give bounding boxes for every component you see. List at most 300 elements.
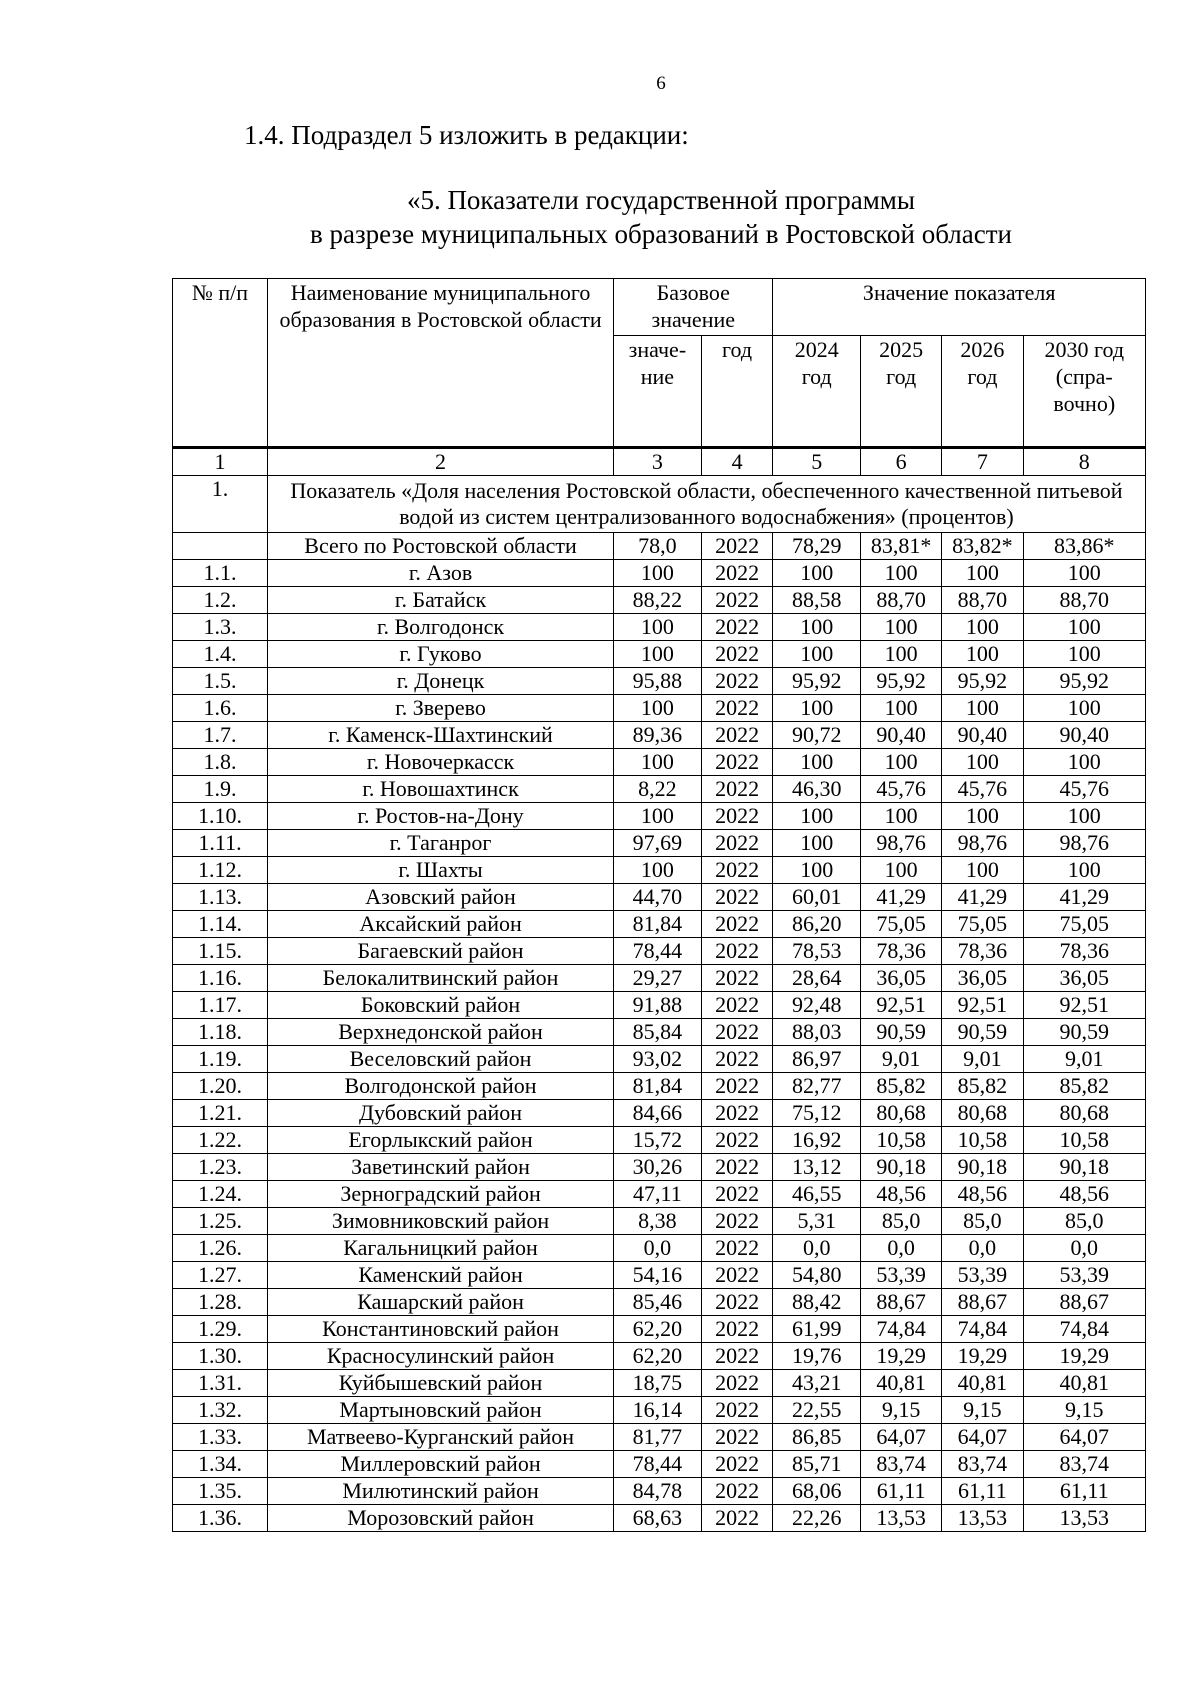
municipality-name: г. Новочеркасск [267,749,613,776]
value-2024: 100 [773,857,861,884]
row-number: 1.35. [173,1478,268,1505]
value-2024: 46,55 [773,1181,861,1208]
value-2026: 19,29 [942,1343,1023,1370]
value-2026: 80,68 [942,1100,1023,1127]
value-2026: 92,51 [942,992,1023,1019]
row-number: 1.25. [173,1208,268,1235]
value-2030: 100 [1023,857,1145,884]
table-row [173,938,1146,965]
value-2026: 90,40 [942,722,1023,749]
value-2025: 92,51 [861,992,942,1019]
indicator-row [173,476,1146,533]
municipality-name: Милютинский район [267,1478,613,1505]
base-year: 2022 [701,695,773,722]
value-2024: 75,12 [773,1100,861,1127]
value-2030: 9,01 [1023,1046,1145,1073]
row-number: 1.31. [173,1370,268,1397]
value-2026: 85,0 [942,1208,1023,1235]
municipality-name: Егорлыкский район [267,1127,613,1154]
base-value: 18,75 [614,1370,702,1397]
value-2024: 86,97 [773,1046,861,1073]
value-2026: 9,01 [942,1046,1023,1073]
value-2024: 85,71 [773,1451,861,1478]
row-number: 1.36. [173,1505,268,1532]
value-2025: 45,76 [861,776,942,803]
value-2024: 28,64 [773,965,861,992]
base-value: 81,84 [614,1073,702,1100]
value-2025: 100 [861,749,942,776]
row-number: 1.7. [173,722,268,749]
base-value: 78,44 [614,938,702,965]
table-row [173,695,1146,722]
value-2025: 100 [861,560,942,587]
row-number: 1.19. [173,1046,268,1073]
base-value: 100 [614,857,702,884]
value-2024: 100 [773,749,861,776]
base-year: 2022 [701,1289,773,1316]
municipality-name: Матвеево-Курганский район [267,1424,613,1451]
value-2026: 64,07 [942,1424,1023,1451]
row-number: 1.21. [173,1100,268,1127]
value-2025: 61,11 [861,1478,942,1505]
value-2024: 82,77 [773,1073,861,1100]
base-value: 84,66 [614,1100,702,1127]
value-2025: 10,58 [861,1127,942,1154]
municipality-name: Волгодонской район [267,1073,613,1100]
table-row [173,1289,1146,1316]
row-number: 1.28. [173,1289,268,1316]
value-2024: 88,42 [773,1289,861,1316]
value-2030: 78,36 [1023,938,1145,965]
value-2030: 0,0 [1023,1235,1145,1262]
value-2026: 100 [942,614,1023,641]
value-2025: 100 [861,614,942,641]
value-2030: 48,56 [1023,1181,1145,1208]
row-number: 1.11. [173,830,268,857]
base-year: 2022 [701,1019,773,1046]
municipality-name: Миллеровский район [267,1451,613,1478]
value-2026: 100 [942,695,1023,722]
total-base-year: 2022 [701,533,773,560]
table-row [173,1478,1146,1505]
municipality-name: Веселовский район [267,1046,613,1073]
value-2030: 85,0 [1023,1208,1145,1235]
total-2026: 83,82* [942,533,1023,560]
value-2025: 90,18 [861,1154,942,1181]
value-2025: 48,56 [861,1181,942,1208]
base-year: 2022 [701,830,773,857]
table-row [173,1262,1146,1289]
value-2024: 60,01 [773,884,861,911]
value-2025: 100 [861,641,942,668]
row-number: 1.22. [173,1127,268,1154]
base-value: 78,44 [614,1451,702,1478]
value-2030: 100 [1023,641,1145,668]
base-value: 16,14 [614,1397,702,1424]
total-2025: 83,81* [861,533,942,560]
table-body [173,448,1146,1532]
base-value: 81,84 [614,911,702,938]
header-base-year: год [701,336,773,448]
table-row [173,722,1146,749]
value-2026: 13,53 [942,1505,1023,1532]
base-year: 2022 [701,560,773,587]
header-2024: 2024 год [773,336,861,448]
value-2026: 45,76 [942,776,1023,803]
value-2025: 80,68 [861,1100,942,1127]
table-row [173,830,1146,857]
column-numbers-row [173,448,1146,476]
value-2025: 53,39 [861,1262,942,1289]
base-year: 2022 [701,1397,773,1424]
value-2026: 53,39 [942,1262,1023,1289]
page-number: 6 [656,73,666,94]
table-row [173,668,1146,695]
value-2030: 80,68 [1023,1100,1145,1127]
base-year: 2022 [701,884,773,911]
municipality-name: г. Шахты [267,857,613,884]
value-2025: 78,36 [861,938,942,965]
header-indicator-value: Значение показателя [773,279,1146,336]
value-2024: 43,21 [773,1370,861,1397]
value-2030: 64,07 [1023,1424,1145,1451]
municipality-name: Константиновский район [267,1316,613,1343]
base-year: 2022 [701,1046,773,1073]
value-2024: 46,30 [773,776,861,803]
value-2030: 90,18 [1023,1154,1145,1181]
value-2026: 40,81 [942,1370,1023,1397]
value-2025: 41,29 [861,884,942,911]
base-value: 85,84 [614,1019,702,1046]
header-2026: 2026 год [942,336,1023,448]
row-number: 1.1. [173,560,268,587]
value-2026: 41,29 [942,884,1023,911]
base-year: 2022 [701,1451,773,1478]
value-2025: 74,84 [861,1316,942,1343]
section-title-line-2: в разрезе муниципальных образований в Ростовской области [310,219,1012,249]
value-2030: 10,58 [1023,1127,1145,1154]
base-value: 29,27 [614,965,702,992]
base-value: 100 [614,749,702,776]
table-row [173,614,1146,641]
municipality-name: Белокалитвинский район [267,965,613,992]
value-2025: 19,29 [861,1343,942,1370]
row-number: 1.30. [173,1343,268,1370]
table-row [173,1451,1146,1478]
base-value: 100 [614,803,702,830]
base-year: 2022 [701,1100,773,1127]
value-2024: 100 [773,695,861,722]
value-2025: 88,67 [861,1289,942,1316]
value-2026: 95,92 [942,668,1023,695]
value-2025: 90,59 [861,1019,942,1046]
municipality-name: г. Волгодонск [267,614,613,641]
table-row [173,803,1146,830]
base-year: 2022 [701,1316,773,1343]
value-2026: 36,05 [942,965,1023,992]
base-value: 100 [614,614,702,641]
value-2025: 90,40 [861,722,942,749]
value-2025: 85,82 [861,1073,942,1100]
value-2025: 13,53 [861,1505,942,1532]
base-value: 100 [614,641,702,668]
column-number: 7 [942,448,1023,476]
base-value: 54,16 [614,1262,702,1289]
header-num: № п/п [173,279,268,448]
base-value: 97,69 [614,830,702,857]
base-year: 2022 [701,1370,773,1397]
total-name: Всего по Ростовской области [267,533,613,560]
value-2024: 100 [773,560,861,587]
header-2030: 2030 год (спра-вочно) [1023,336,1145,448]
base-year: 2022 [701,1154,773,1181]
value-2030: 36,05 [1023,965,1145,992]
value-2030: 40,81 [1023,1370,1145,1397]
value-2024: 5,31 [773,1208,861,1235]
base-value: 8,22 [614,776,702,803]
total-num [173,533,268,560]
base-value: 85,46 [614,1289,702,1316]
base-year: 2022 [701,1505,773,1532]
row-number: 1.20. [173,1073,268,1100]
base-value: 8,38 [614,1208,702,1235]
value-2024: 88,58 [773,587,861,614]
base-value: 93,02 [614,1046,702,1073]
base-year: 2022 [701,1208,773,1235]
municipality-name: Красносулинский район [267,1343,613,1370]
row-number: 1.29. [173,1316,268,1343]
value-2030: 100 [1023,614,1145,641]
value-2024: 16,92 [773,1127,861,1154]
value-2030: 90,59 [1023,1019,1145,1046]
value-2024: 95,92 [773,668,861,695]
base-year: 2022 [701,1235,773,1262]
municipality-name: Зерноградский район [267,1181,613,1208]
table-row [173,1046,1146,1073]
row-number: 1.26. [173,1235,268,1262]
value-2026: 90,18 [942,1154,1023,1181]
municipality-name: г. Ростов-на-Дону [267,803,613,830]
municipality-name: г. Каменск-Шахтинский [267,722,613,749]
value-2026: 98,76 [942,830,1023,857]
value-2030: 53,39 [1023,1262,1145,1289]
municipality-name: Каменский район [267,1262,613,1289]
base-year: 2022 [701,803,773,830]
value-2026: 85,82 [942,1073,1023,1100]
municipality-name: г. Батайск [267,587,613,614]
row-number: 1.9. [173,776,268,803]
value-2030: 88,70 [1023,587,1145,614]
table-row [173,911,1146,938]
value-2030: 90,40 [1023,722,1145,749]
row-number: 1.24. [173,1181,268,1208]
value-2030: 88,67 [1023,1289,1145,1316]
row-number: 1.12. [173,857,268,884]
value-2026: 100 [942,641,1023,668]
value-2025: 100 [861,695,942,722]
table-row [173,776,1146,803]
value-2030: 92,51 [1023,992,1145,1019]
table-row [173,1235,1146,1262]
base-value: 47,11 [614,1181,702,1208]
value-2024: 90,72 [773,722,861,749]
base-year: 2022 [701,587,773,614]
base-year: 2022 [701,1478,773,1505]
row-number: 1.10. [173,803,268,830]
row-number: 1.33. [173,1424,268,1451]
base-value: 100 [614,560,702,587]
column-number: 1 [173,448,268,476]
column-number: 3 [614,448,702,476]
value-2030: 95,92 [1023,668,1145,695]
table-row [173,1019,1146,1046]
value-2025: 83,74 [861,1451,942,1478]
municipality-name: Аксайский район [267,911,613,938]
row-number: 1.2. [173,587,268,614]
value-2025: 75,05 [861,911,942,938]
column-number: 8 [1023,448,1145,476]
table-row [173,992,1146,1019]
municipality-name: Морозовский район [267,1505,613,1532]
table-row [173,1370,1146,1397]
table-row [173,1505,1146,1532]
row-number: 1.16. [173,965,268,992]
municipality-name: Боковский район [267,992,613,1019]
value-2025: 100 [861,857,942,884]
row-number: 1.6. [173,695,268,722]
value-2030: 19,29 [1023,1343,1145,1370]
base-value: 88,22 [614,587,702,614]
value-2026: 90,59 [942,1019,1023,1046]
indicator-number: 1. [173,476,268,533]
row-number: 1.13. [173,884,268,911]
value-2024: 100 [773,641,861,668]
municipality-name: Дубовский район [267,1100,613,1127]
table-row [173,884,1146,911]
value-2025: 64,07 [861,1424,942,1451]
municipality-name: Заветинский район [267,1154,613,1181]
base-year: 2022 [701,992,773,1019]
table-row [173,641,1146,668]
value-2030: 100 [1023,749,1145,776]
header-base-value: значе-ние [614,336,702,448]
column-number: 5 [773,448,861,476]
row-number: 1.23. [173,1154,268,1181]
value-2024: 22,55 [773,1397,861,1424]
municipality-name: Зимовниковский район [267,1208,613,1235]
table-row [173,965,1146,992]
municipality-name: Кагальницкий район [267,1235,613,1262]
value-2030: 100 [1023,695,1145,722]
value-2030: 13,53 [1023,1505,1145,1532]
table-row [173,1100,1146,1127]
base-year: 2022 [701,1343,773,1370]
base-value: 89,36 [614,722,702,749]
row-number: 1.17. [173,992,268,1019]
table-row [173,560,1146,587]
value-2025: 95,92 [861,668,942,695]
value-2026: 88,67 [942,1289,1023,1316]
base-value: 91,88 [614,992,702,1019]
table-row [173,1424,1146,1451]
value-2024: 13,12 [773,1154,861,1181]
value-2024: 61,99 [773,1316,861,1343]
value-2024: 68,06 [773,1478,861,1505]
header-name: Наименование муниципального образования в Ростовской области [267,279,613,448]
value-2025: 9,01 [861,1046,942,1073]
base-value: 100 [614,695,702,722]
municipality-name: Верхнедонской район [267,1019,613,1046]
value-2026: 75,05 [942,911,1023,938]
value-2030: 75,05 [1023,911,1145,938]
value-2024: 86,20 [773,911,861,938]
table-row [173,1397,1146,1424]
table-row [173,857,1146,884]
base-value: 68,63 [614,1505,702,1532]
value-2024: 100 [773,803,861,830]
value-2026: 0,0 [942,1235,1023,1262]
municipality-name: г. Новошахтинск [267,776,613,803]
municipality-name: г. Гуково [267,641,613,668]
value-2030: 83,74 [1023,1451,1145,1478]
table-row [173,1073,1146,1100]
table-row [173,587,1146,614]
value-2025: 40,81 [861,1370,942,1397]
indicator-title: Показатель «Доля населения Ростовской области, обеспеченного качественной питьевой водой из систем централизованного водоснабжения» (процентов) [267,476,1145,533]
value-2024: 19,76 [773,1343,861,1370]
value-2026: 83,74 [942,1451,1023,1478]
base-year: 2022 [701,614,773,641]
value-2024: 100 [773,830,861,857]
base-year: 2022 [701,722,773,749]
value-2026: 9,15 [942,1397,1023,1424]
value-2026: 61,11 [942,1478,1023,1505]
row-number: 1.27. [173,1262,268,1289]
base-year: 2022 [701,641,773,668]
municipality-name: Азовский район [267,884,613,911]
municipality-name: Куйбышевский район [267,1370,613,1397]
table-header [173,279,1146,448]
value-2026: 74,84 [942,1316,1023,1343]
municipality-name: г. Таганрог [267,830,613,857]
row-number: 1.4. [173,641,268,668]
base-value: 62,20 [614,1343,702,1370]
table-row [173,1181,1146,1208]
value-2024: 86,85 [773,1424,861,1451]
header-2025: 2025 год [861,336,942,448]
row-number: 1.32. [173,1397,268,1424]
total-2030: 83,86* [1023,533,1145,560]
value-2024: 88,03 [773,1019,861,1046]
value-2030: 74,84 [1023,1316,1145,1343]
value-2026: 78,36 [942,938,1023,965]
value-2024: 92,48 [773,992,861,1019]
value-2026: 10,58 [942,1127,1023,1154]
value-2030: 100 [1023,560,1145,587]
base-value: 84,78 [614,1478,702,1505]
base-year: 2022 [701,938,773,965]
value-2030: 61,11 [1023,1478,1145,1505]
value-2030: 45,76 [1023,776,1145,803]
base-value: 0,0 [614,1235,702,1262]
value-2026: 100 [942,857,1023,884]
value-2024: 78,53 [773,938,861,965]
value-2030: 98,76 [1023,830,1145,857]
base-year: 2022 [701,965,773,992]
table-row [173,1154,1146,1181]
instruction-text: 1.4. Подраздел 5 изложить в редакции: [244,120,689,150]
row-number: 1.14. [173,911,268,938]
